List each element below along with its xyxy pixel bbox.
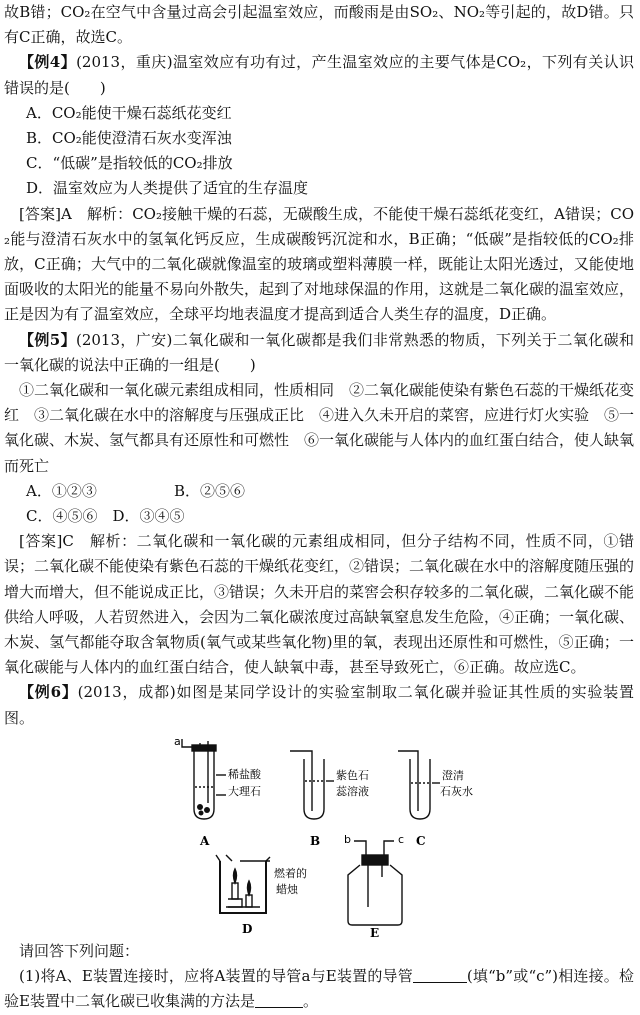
example-4-stem-text: (2013，重庆)温室效应有功有过，产生温室效应的主要气体是CO₂，下列有关认识错误的是( ) bbox=[4, 53, 635, 97]
label-a-acid: 稀盐酸 bbox=[228, 767, 261, 781]
label-d-candle2: 蜡烛 bbox=[276, 882, 298, 896]
q1-part1: (1)将A、E装置连接时，应将A装置的导管a与E装置的导管 bbox=[19, 967, 413, 986]
label-b-litmus1: 紫色石 bbox=[336, 768, 369, 782]
example-4-answer bbox=[4, 202, 634, 328]
id-d: D bbox=[242, 921, 253, 936]
q1-part3: 。 bbox=[302, 992, 318, 1011]
apparatus-c bbox=[398, 751, 440, 819]
example-6-stem-text: (2013，成都)如图是某同学设计的实验室制取二氧化碳并验证其性质的实验装置图。 bbox=[4, 683, 635, 727]
apparatus-d bbox=[216, 855, 270, 913]
example-4-option-b: B．CO₂能使澄清石灰水变浑浊 bbox=[26, 129, 232, 148]
example-5-stem-text: (2013，广安)二氧化碳和一氧化碳都是我们非常熟悉的物质，下列关于二氧化碳和一氧化碳的说法中正确的一组是( ) bbox=[4, 330, 634, 374]
example-5-statements: ①二氧化碳和一氧化碳元素组成相同，性质相同 ②二氧化碳能使染有紫色石蕊的干燥纸花变红 ③二氧化碳在水中的溶解度与压强成正比 ④进入久未开启的菜窖，应进行灯火实验 ⑤一氧化碳、木炭、氢气都具有还原性和可燃性 ⑥一氧化碳能与人体内的血红蛋白结合，使人缺氧而死亡 bbox=[4, 381, 635, 475]
example-5-option-a: A．①②③ bbox=[26, 481, 97, 500]
paragraph-ex3-tail: 故B错；CO₂在空气中含量过高会引起温室效应，而酸雨是由SO₂、NO₂等引起的，故D错。只有C正确，故选C。 bbox=[4, 3, 634, 47]
q1-part2: (填“b”或“c”)相连接。检验E装置中二氧化碳已收集满的方法是 bbox=[4, 967, 634, 1011]
label-e-port-b: b bbox=[344, 832, 351, 846]
apparatus-a bbox=[182, 739, 226, 819]
example-4-answer-label: [答案]A 解析： bbox=[19, 204, 133, 223]
apparatus-b bbox=[290, 751, 334, 819]
example-4-label: 【例4】 bbox=[19, 53, 77, 72]
label-a-port: a bbox=[174, 736, 181, 748]
example-4-answer-text: CO₂接触干燥的石蕊，无碳酸生成，不能使干燥石蕊纸花变红，A错误；CO₂能与澄清石灰水中的氢氧化钙反应，生成碳酸钙沉淀和水，B正确；“低碳”是指较低的CO₂排放，C正确；大气中的二氧化碳就像温室的玻璃或塑料薄膜一样，既能让太阳光透过，又能使地面吸收的太阳光的能量不易向外散失，起到了对地球保温的作用，这就是二氧化碳的温室效应，正是因为有了温室效应，全球平均地表温度才提高到适合人类生存的温度，D正确。 bbox=[4, 204, 635, 324]
apparatus-diagram bbox=[4, 737, 634, 937]
example-5-options-row1 bbox=[4, 479, 634, 504]
example-5-label: 【例5】 bbox=[19, 330, 76, 349]
q1-blank-1[interactable] bbox=[413, 968, 467, 983]
example-5-option-b: B．②⑤⑥ bbox=[174, 481, 246, 500]
example-4-option-d: D．温室效应为人类提供了适宜的生存温度 bbox=[26, 179, 309, 198]
label-d-candle1: 燃着的 bbox=[274, 866, 307, 880]
example-6-label: 【例6】 bbox=[19, 683, 78, 702]
apparatus-e bbox=[348, 841, 402, 925]
label-e-port-c: c bbox=[398, 832, 405, 846]
example-5-options-row2: C．④⑤⑥ D．③④⑤ bbox=[26, 507, 185, 526]
document-page bbox=[4, 0, 634, 1015]
label-a-marble: 大理石 bbox=[228, 784, 261, 798]
example-6-question-1 bbox=[4, 964, 634, 1014]
example-5-answer bbox=[4, 529, 634, 680]
example-6-prompt: 请回答下列问题： bbox=[19, 941, 140, 960]
example-4-stem bbox=[4, 50, 634, 100]
example-5-answer-text: 二氧化碳和一氧化碳的元素组成相同，但分子结构不同，性质不同，①错误；二氧化碳不能使染有紫色石蕊的干燥纸花变红，②错误；二氧化碳在水中的溶解度随压强的增大而增大，但不能说成正比，③错误；久未开启的菜窖会积存较多的二氧化碳，二氧化碳不能供给人呼吸，人若贸然进入，会因为二氧化碳浓度过高缺氧窒息发生危险，④正确；一氧化碳、木炭、氢气都能夺取含氧物质(氧气或某些氧化物)里的氧，表现出还原性和可燃性，⑤正确；一氧化碳能与人体内的血红蛋白结合，使人缺氧中毒，甚至导致死亡，⑥正确。故应选C。 bbox=[4, 532, 635, 677]
example-4-option-a: A．CO₂能使干燥石蕊纸花变红 bbox=[26, 103, 232, 122]
example-5-stem bbox=[4, 328, 634, 378]
id-b: B bbox=[310, 833, 321, 848]
apparatus-figure bbox=[4, 737, 634, 937]
id-e: E bbox=[370, 925, 380, 937]
id-a: A bbox=[200, 833, 210, 848]
example-4-option-c: C．“低碳”是指较低的CO₂排放 bbox=[26, 154, 233, 173]
q1-blank-2[interactable] bbox=[255, 993, 303, 1008]
label-c-limewater1: 澄清 bbox=[442, 768, 464, 782]
example-6-stem bbox=[4, 680, 634, 730]
label-c-limewater2: 石灰水 bbox=[440, 784, 473, 798]
example-5-answer-label: [答案]C 解析： bbox=[19, 532, 137, 551]
id-c: C bbox=[416, 833, 426, 848]
label-b-litmus2: 蕊溶液 bbox=[336, 784, 369, 798]
